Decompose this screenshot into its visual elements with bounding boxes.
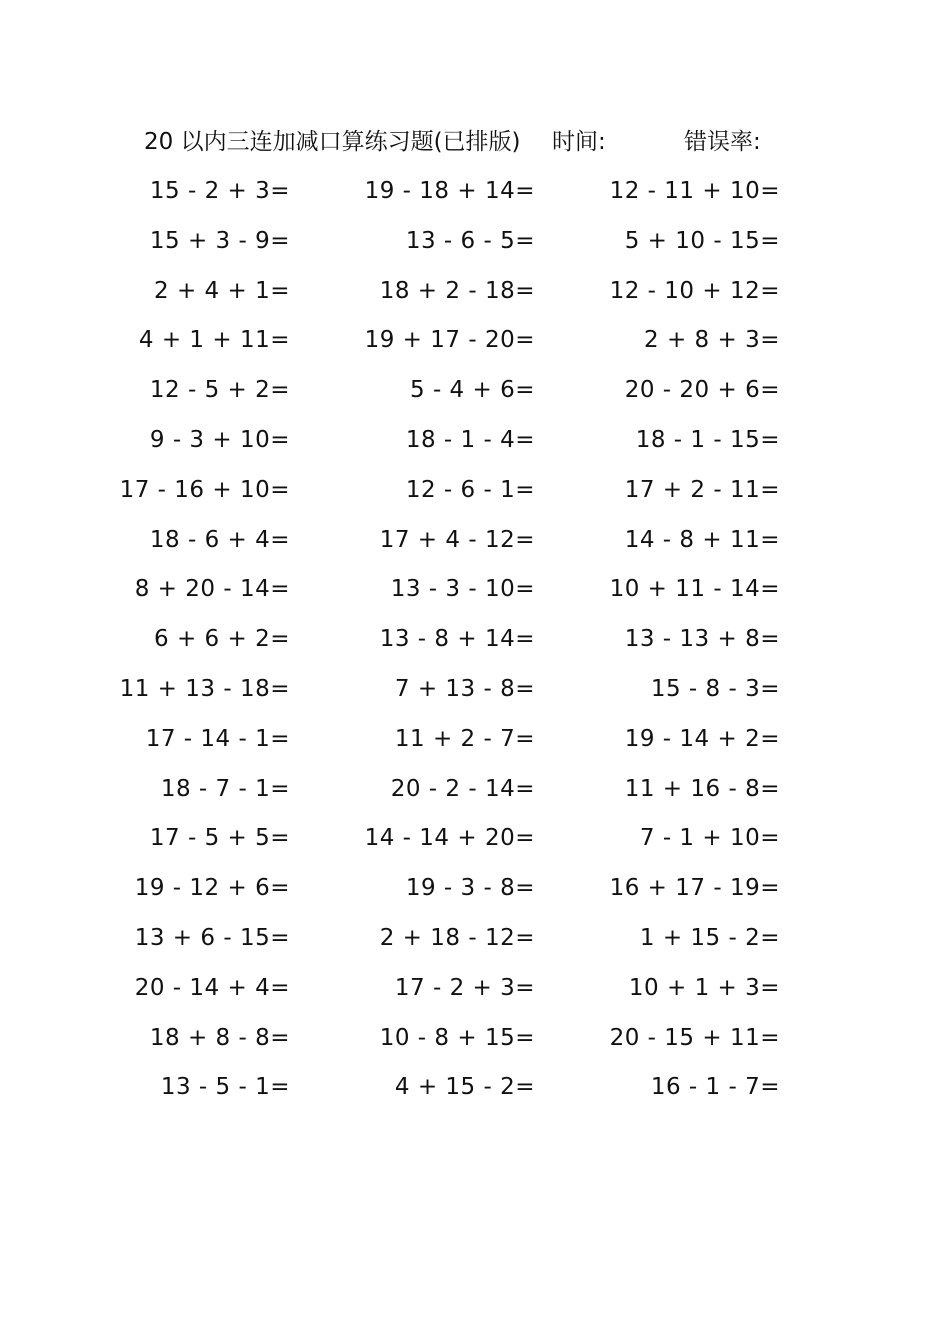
arithmetic-problem: 6 + 6 + 2= (154, 626, 290, 653)
problem-row (0, 716, 950, 766)
arithmetic-problem: 1 + 15 - 2= (639, 924, 780, 951)
arithmetic-problem: 14 - 14 + 20= (364, 825, 535, 852)
problem-row (0, 915, 950, 965)
arithmetic-problem: 12 - 5 + 2= (149, 377, 290, 404)
arithmetic-problem: 12 - 11 + 10= (609, 178, 780, 204)
arithmetic-problem: 10 + 1 + 3= (628, 974, 780, 1001)
arithmetic-problem: 7 - 1 + 10= (639, 825, 780, 852)
arithmetic-problem: 20 - 2 - 14= (390, 775, 535, 802)
arithmetic-problem: 2 + 18 - 12= (379, 924, 535, 951)
arithmetic-problem: 2 + 4 + 1= (154, 277, 290, 304)
problem-row (0, 566, 950, 616)
arithmetic-problem: 15 - 2 + 3= (149, 178, 290, 204)
arithmetic-problem: 17 - 14 - 1= (145, 725, 290, 752)
arithmetic-problem: 9 - 3 + 10= (149, 426, 290, 453)
problem-row (0, 666, 950, 716)
arithmetic-problem: 7 + 13 - 8= (394, 675, 535, 702)
arithmetic-problem: 18 - 1 - 4= (405, 426, 535, 453)
arithmetic-problem: 18 - 7 - 1= (160, 775, 290, 802)
arithmetic-problem: 14 - 8 + 11= (624, 526, 780, 553)
problem-grid (0, 168, 950, 1114)
arithmetic-problem: 17 + 4 - 12= (379, 526, 535, 553)
problem-row (0, 417, 950, 467)
arithmetic-problem: 20 - 20 + 6= (624, 377, 780, 404)
arithmetic-problem: 10 + 11 - 14= (609, 576, 780, 603)
arithmetic-problem: 13 - 5 - 1= (160, 1074, 290, 1101)
problem-row (0, 218, 950, 268)
problem-row (0, 766, 950, 816)
arithmetic-problem: 20 - 14 + 4= (134, 974, 290, 1001)
arithmetic-problem: 18 - 6 + 4= (149, 526, 290, 553)
arithmetic-problem: 13 + 6 - 15= (134, 924, 290, 951)
arithmetic-problem: 13 - 6 - 5= (405, 227, 535, 254)
arithmetic-problem: 19 - 3 - 8= (405, 875, 535, 902)
arithmetic-problem: 11 + 2 - 7= (394, 725, 535, 752)
problem-row (0, 1064, 950, 1114)
worksheet-header (144, 124, 784, 160)
arithmetic-problem: 18 - 1 - 15= (635, 426, 780, 453)
error-rate-label: 错误率: (684, 129, 761, 155)
arithmetic-problem: 19 - 18 + 14= (364, 178, 535, 204)
arithmetic-problem: 11 + 16 - 8= (624, 775, 780, 802)
problem-row (0, 517, 950, 567)
arithmetic-problem: 13 - 3 - 10= (390, 576, 535, 603)
problem-row (0, 616, 950, 666)
arithmetic-problem: 4 + 15 - 2= (394, 1074, 535, 1101)
time-label: 时间: (552, 129, 606, 155)
arithmetic-problem: 2 + 8 + 3= (644, 327, 780, 354)
problem-row (0, 268, 950, 318)
arithmetic-problem: 15 + 3 - 9= (149, 227, 290, 254)
worksheet-title: 20 以内三连加减口算练习题(已排版) (144, 129, 521, 155)
arithmetic-problem: 19 - 14 + 2= (624, 725, 780, 752)
arithmetic-problem: 16 + 17 - 19= (609, 875, 780, 902)
arithmetic-problem: 17 - 2 + 3= (394, 974, 535, 1001)
arithmetic-problem: 10 - 8 + 15= (379, 1024, 535, 1051)
problem-row (0, 367, 950, 417)
arithmetic-problem: 13 - 13 + 8= (624, 626, 780, 653)
arithmetic-problem: 12 - 10 + 12= (609, 277, 780, 304)
arithmetic-problem: 5 - 4 + 6= (410, 377, 535, 404)
arithmetic-problem: 12 - 6 - 1= (405, 476, 535, 503)
problem-row (0, 1015, 950, 1065)
arithmetic-problem: 17 + 2 - 11= (624, 476, 780, 503)
problem-row (0, 467, 950, 517)
problem-row (0, 865, 950, 915)
problem-row (0, 168, 950, 218)
arithmetic-problem: 18 + 2 - 18= (379, 277, 535, 304)
arithmetic-problem: 8 + 20 - 14= (134, 576, 290, 603)
arithmetic-problem: 18 + 8 - 8= (149, 1024, 290, 1051)
arithmetic-problem: 20 - 15 + 11= (609, 1024, 780, 1051)
arithmetic-problem: 11 + 13 - 18= (119, 675, 290, 702)
arithmetic-problem: 4 + 1 + 11= (138, 327, 290, 354)
arithmetic-problem: 16 - 1 - 7= (650, 1074, 780, 1101)
problem-row (0, 317, 950, 367)
arithmetic-problem: 19 + 17 - 20= (364, 327, 535, 354)
arithmetic-problem: 15 - 8 - 3= (650, 675, 780, 702)
problem-row (0, 815, 950, 865)
problem-row (0, 965, 950, 1015)
arithmetic-problem: 13 - 8 + 14= (379, 626, 535, 653)
arithmetic-problem: 5 + 10 - 15= (624, 227, 780, 254)
arithmetic-problem: 17 - 5 + 5= (149, 825, 290, 852)
arithmetic-problem: 19 - 12 + 6= (134, 875, 290, 902)
arithmetic-problem: 17 - 16 + 10= (119, 476, 290, 503)
